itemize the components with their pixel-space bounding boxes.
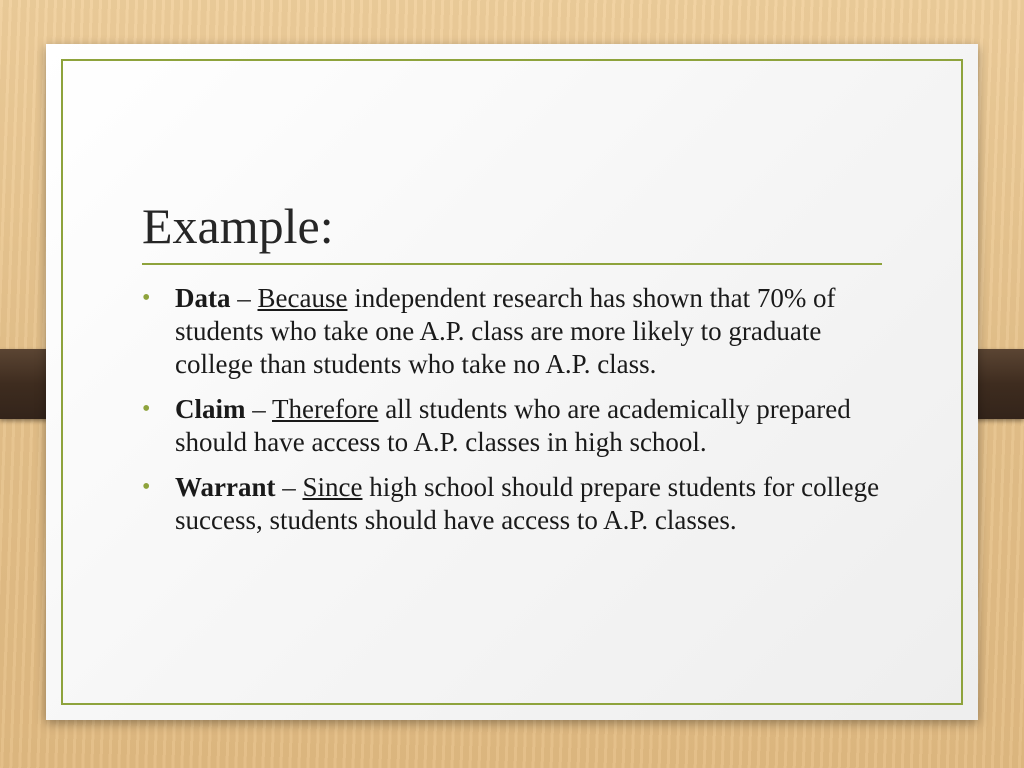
- bullet-term: Warrant: [175, 472, 276, 502]
- bullet-cue-word: Because: [257, 283, 348, 313]
- bullet-warrant: [142, 471, 890, 537]
- slide-title: Example:: [142, 198, 334, 254]
- bullet-term: Data: [175, 283, 231, 313]
- bullet-dash: –: [245, 394, 273, 424]
- bullet-cue-word: Therefore: [272, 394, 379, 424]
- bullet-point-icon: •: [142, 474, 151, 500]
- title-underline-rule: [142, 263, 882, 265]
- bullet-list: [142, 282, 890, 549]
- bullet-point-icon: •: [142, 285, 151, 311]
- bullet-text: high school should prepare students for college success, students should have access to A.P. classes.: [175, 472, 880, 535]
- bullet-term: Claim: [175, 394, 246, 424]
- bullet-text: all students who are academically prepared should have access to A.P. classes in high school.: [175, 394, 851, 457]
- bullet-data: [142, 282, 890, 381]
- bullet-dash: –: [230, 283, 258, 313]
- bullet-cue-word: Since: [302, 472, 363, 502]
- bullet-point-icon: •: [142, 396, 151, 422]
- bullet-claim: [142, 393, 890, 459]
- bullet-dash: –: [275, 472, 303, 502]
- bullet-text: independent research has shown that 70% of students who take one A.P. class are more likely to graduate college than students who take no A.P. class.: [175, 283, 836, 379]
